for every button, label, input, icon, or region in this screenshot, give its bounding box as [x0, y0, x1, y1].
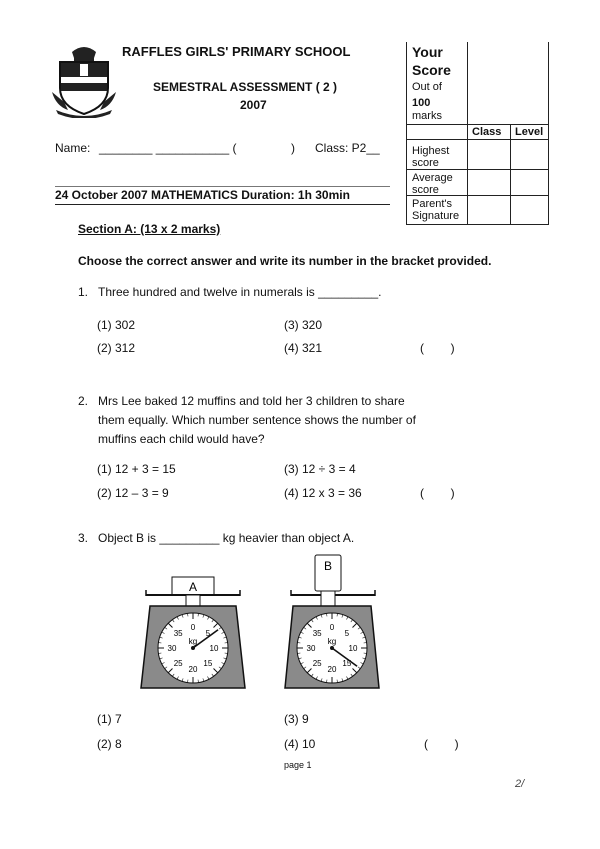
- dial-unit: kg: [188, 637, 198, 646]
- q3-option-3: (3) 9: [284, 712, 309, 726]
- school-name: RAFFLES GIRLS' PRIMARY SCHOOL: [122, 44, 351, 59]
- q3-option-2: (2) 8: [97, 737, 122, 751]
- name-field[interactable]: ________ ___________ (: [99, 141, 237, 155]
- q1-option-3: (3) 320: [284, 318, 323, 332]
- level-header: Level: [515, 126, 544, 138]
- q2-option-3: (3) 12 ÷ 3 = 4: [284, 462, 356, 476]
- q1-answer-bracket[interactable]: ( ): [420, 341, 455, 355]
- scale-b: [283, 548, 393, 692]
- q3-option-1: (1) 7: [97, 712, 122, 726]
- dial-number: 5: [344, 629, 350, 639]
- class-header: Class: [472, 126, 502, 138]
- score-label: Score: [412, 62, 451, 78]
- name-label: Name:: [55, 141, 91, 155]
- question-2-number: 2.: [78, 394, 89, 408]
- dial-number: 10: [209, 644, 219, 653]
- your-label: Your: [412, 44, 443, 60]
- scale-a: [138, 570, 248, 692]
- dial-number: 15: [203, 658, 213, 668]
- dial-number: 15: [342, 658, 352, 668]
- q1-option-2: (2) 312: [97, 341, 136, 355]
- q3-answer-bracket[interactable]: ( ): [424, 737, 459, 751]
- dial-number: 30: [306, 644, 316, 653]
- divider-top: [55, 186, 390, 187]
- q2-option-1: (1) 12 + 3 = 15: [97, 462, 176, 476]
- handwritten-mark: 2/: [515, 778, 525, 790]
- question-3-number: 3.: [78, 531, 89, 545]
- question-1-text: Three hundred and twelve in numerals is _________.: [98, 285, 382, 299]
- dial-number: 20: [188, 665, 198, 674]
- highest-score-label: Highest score: [412, 145, 450, 169]
- assessment-year: 2007: [240, 98, 267, 112]
- q1-option-4: (4) 321: [284, 341, 323, 355]
- object-a-label: A: [188, 580, 198, 594]
- q3-option-4: (4) 10: [284, 737, 316, 751]
- dial-hub: [191, 646, 195, 650]
- question-1-number: 1.: [78, 285, 89, 299]
- class-field[interactable]: Class: P2__: [315, 141, 380, 155]
- question-3-text: Object B is _________ kg heavier than object A.: [98, 531, 355, 545]
- dial-number: 25: [173, 658, 183, 668]
- object-b-label: B: [323, 559, 333, 573]
- question-2-line-2: them equally. Which number sentence shows the number of: [98, 413, 416, 427]
- marks-label: marks: [412, 110, 442, 122]
- exam-info: 24 October 2007 MATHEMATICS Duration: 1h 30min: [55, 188, 350, 202]
- dial-number: 5: [205, 629, 211, 639]
- register-bracket-close: ): [291, 141, 295, 155]
- dial-number: 0: [190, 623, 196, 632]
- dial-number: 10: [348, 644, 358, 653]
- divider-bottom: [55, 204, 390, 205]
- page-number: page 1: [284, 760, 312, 770]
- dial-number: 25: [312, 658, 322, 668]
- section-instruction: Choose the correct answer and write its number in the bracket provided.: [78, 254, 492, 268]
- q2-option-2: (2) 12 – 3 = 9: [97, 486, 169, 500]
- total-marks: 100: [412, 97, 431, 109]
- parent-signature-label: Parent's Signature: [412, 198, 460, 222]
- dial-number: 30: [167, 644, 177, 653]
- q2-answer-bracket[interactable]: ( ): [420, 486, 455, 500]
- question-2-line-3: muffins each child would have?: [98, 432, 265, 446]
- dial-hub: [330, 646, 334, 650]
- dial-number: 0: [329, 623, 335, 632]
- out-of-label: Out of: [412, 81, 442, 93]
- dial-number: 20: [327, 665, 337, 674]
- assessment-title: SEMESTRAL ASSESSMENT ( 2 ): [153, 80, 338, 94]
- dial-number: 35: [173, 629, 183, 639]
- section-title: Section A: (13 x 2 marks): [78, 222, 221, 236]
- average-score-label: Average score: [412, 172, 453, 196]
- q1-option-1: (1) 302: [97, 318, 136, 332]
- school-crest-logo: [50, 42, 118, 118]
- question-2-line-1: Mrs Lee baked 12 muffins and told her 3 children to share: [98, 394, 405, 408]
- dial-number: 35: [312, 629, 322, 639]
- q2-option-4: (4) 12 x 3 = 36: [284, 486, 362, 500]
- dial-unit: kg: [327, 637, 337, 646]
